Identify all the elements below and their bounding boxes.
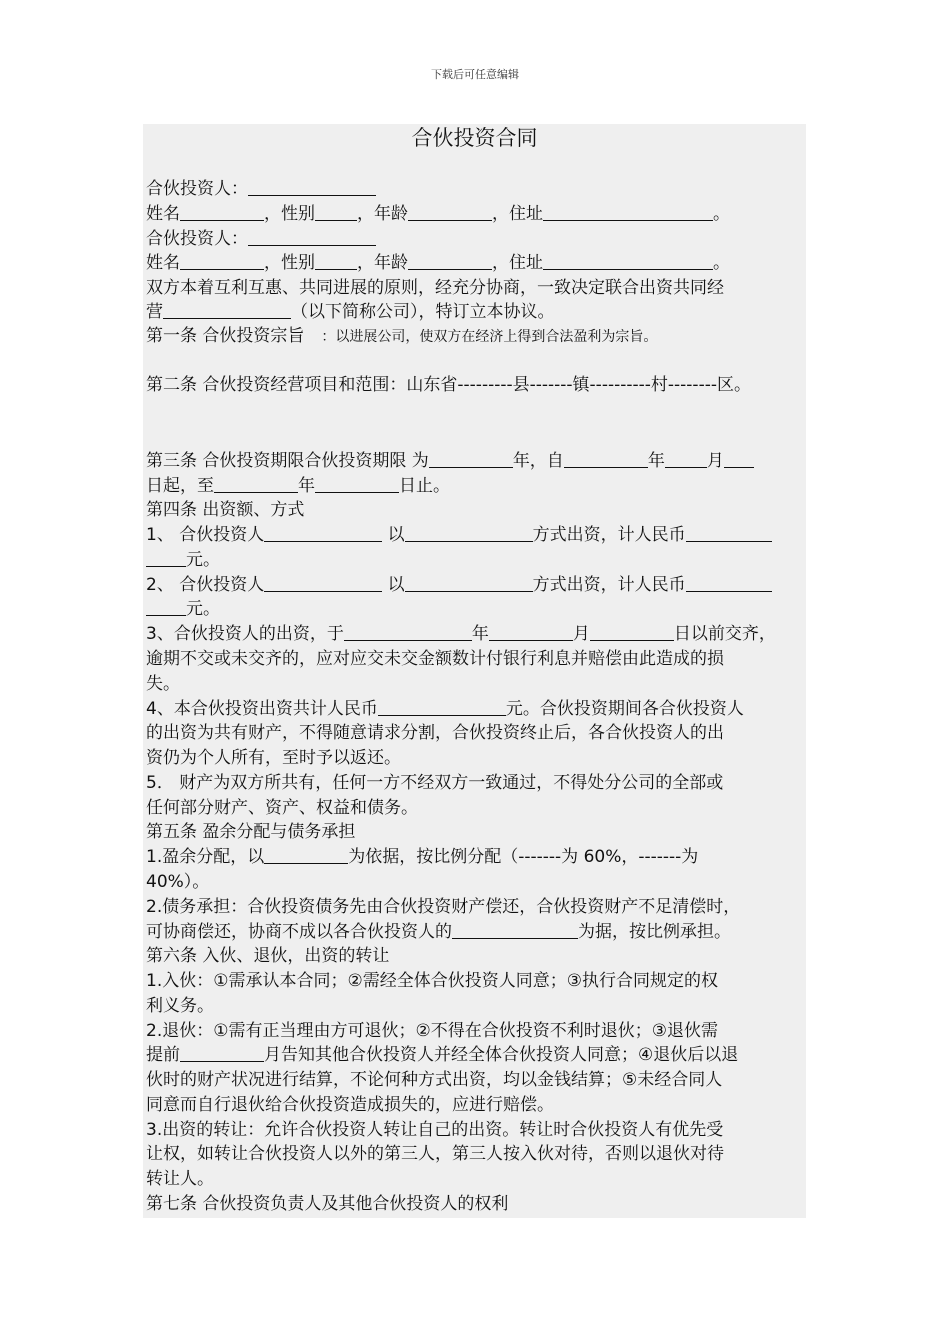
line-text: 年 bbox=[471, 624, 489, 644]
contract-line bbox=[146, 597, 806, 621]
contract-line bbox=[146, 177, 806, 201]
blank-underline bbox=[665, 449, 707, 468]
line-text: 第二条 合伙投资经营项目和范围：山东省---------县-------镇----------村--------区。 bbox=[146, 375, 751, 395]
line-text: 3.出资的转让：允许合伙投资人转让自己的出资。转让时合伙投资人有优先受 bbox=[146, 1120, 724, 1140]
blank-underline bbox=[264, 573, 382, 592]
line-text: 第六条 入伙、退伙，出资的转让 bbox=[146, 946, 390, 966]
contract-line bbox=[146, 202, 806, 226]
line-text: 1、 合伙投资人 bbox=[146, 525, 265, 545]
line-text: 月 bbox=[706, 451, 724, 471]
blank-underline bbox=[429, 449, 513, 468]
line-text: 元。 bbox=[186, 599, 220, 619]
blank-underline bbox=[686, 573, 772, 592]
line-text: 1.盈余分配，以 bbox=[146, 847, 265, 867]
contract-line bbox=[146, 251, 806, 275]
blank-underline bbox=[489, 622, 573, 641]
contract-line bbox=[146, 944, 806, 968]
line-text: 年，自 bbox=[512, 451, 564, 471]
contract-line bbox=[146, 622, 806, 646]
blank-underline bbox=[163, 300, 291, 319]
contract-line bbox=[146, 548, 806, 572]
line-text: 为依据，按比例分配（-------为 60%，-------为 bbox=[348, 847, 699, 867]
line-text: 方式出资，计人民币 bbox=[532, 575, 686, 595]
line-text: 合伙投资人： bbox=[146, 229, 248, 249]
contract-line bbox=[146, 721, 806, 745]
contract-line bbox=[146, 771, 806, 795]
line-text: 2、 合伙投资人 bbox=[146, 575, 265, 595]
line-text: 5． 财产为双方所共有，任何一方不经双方一致通过，不得处分公司的全部或 bbox=[146, 773, 724, 793]
blank-underline bbox=[315, 474, 399, 493]
line-text: ，住址 bbox=[492, 253, 543, 273]
contract-line bbox=[146, 647, 806, 671]
contract-line bbox=[146, 276, 806, 300]
blank-underline bbox=[686, 523, 772, 542]
line-text: 转让人。 bbox=[146, 1169, 214, 1189]
line-text: 第七条 合伙投资负责人及其他合伙投资人的权利 bbox=[146, 1194, 509, 1214]
line-text: 第一条 合伙投资宗旨 bbox=[146, 326, 322, 346]
contract-line bbox=[146, 820, 806, 844]
line-text: 合伙投资人： bbox=[146, 179, 248, 199]
line-text: 日止。 bbox=[399, 476, 450, 496]
line-text: 方式出资，计人民币 bbox=[532, 525, 686, 545]
blank-underline bbox=[405, 573, 533, 592]
line-text: 双方本着互利互惠、共同进展的原则，经充分协商，一致决定联合出资共同经 bbox=[146, 278, 724, 298]
line-text: 元。合伙投资期间各合伙投资人 bbox=[505, 699, 744, 719]
blank-underline bbox=[315, 202, 357, 221]
blank-underline bbox=[344, 622, 472, 641]
blank-underline bbox=[248, 227, 376, 246]
contract-line bbox=[146, 1118, 806, 1142]
blank-underline bbox=[146, 548, 186, 567]
line-text: 资仍为个人所有，至时予以返还。 bbox=[146, 748, 401, 768]
blank-underline bbox=[405, 523, 533, 542]
line-text: 2.债务承担：合伙投资债务先由合伙投资财产偿还，合伙投资财产不足清偿时， bbox=[146, 897, 741, 917]
line-text: 年 bbox=[647, 451, 665, 471]
line-text: 第四条 出资额、方式 bbox=[146, 500, 305, 520]
line-text: 日起，至 bbox=[146, 476, 214, 496]
line-text: 逾期不交或未交齐的，应对应交未交金额数计付银行利息并赔偿由此造成的损 bbox=[146, 649, 724, 669]
blank-underline bbox=[248, 177, 376, 196]
line-text: 。 bbox=[713, 204, 730, 224]
line-text: 。 bbox=[713, 253, 730, 273]
line-text: 失。 bbox=[146, 674, 180, 694]
line-text: 利义务。 bbox=[146, 996, 214, 1016]
blank-underline bbox=[146, 597, 186, 616]
line-text: 1.入伙：①需承认本合同；②需经全体合伙投资人同意；③执行合同规定的权 bbox=[146, 971, 718, 991]
contract-line bbox=[146, 523, 806, 547]
contract-line bbox=[146, 1142, 806, 1166]
line-text: 日以前交齐， bbox=[673, 624, 776, 644]
contract-line bbox=[146, 373, 806, 397]
line-text: 同意而自行退伙给合伙投资造成损失的，应进行赔偿。 bbox=[146, 1095, 554, 1115]
contract-line bbox=[146, 697, 806, 721]
blank-underline bbox=[264, 845, 348, 864]
line-text: 让权，如转让合伙投资人以外的第三人，第三人按入伙对待，否则以退伙对待 bbox=[146, 1144, 724, 1164]
contract-line bbox=[146, 1093, 806, 1117]
line-text: 月告知其他合伙投资人并经全体合伙投资人同意；④退伙后以退 bbox=[264, 1045, 739, 1065]
contract-line bbox=[146, 1192, 806, 1216]
contract-line bbox=[146, 324, 806, 348]
contract-line bbox=[146, 1068, 806, 1092]
line-text: 营 bbox=[146, 302, 163, 322]
blank-underline bbox=[315, 251, 357, 270]
line-text: 提前 bbox=[146, 1045, 180, 1065]
blank-underline bbox=[452, 920, 578, 939]
blank-underline bbox=[408, 202, 492, 221]
blank-underline bbox=[180, 1043, 264, 1062]
line-text: 第五条 盈余分配与债务承担 bbox=[146, 822, 356, 842]
line-text: （以下简称公司），特订立本协议。 bbox=[291, 302, 555, 322]
line-text: 姓名 bbox=[146, 204, 180, 224]
line-text: 的出资为共有财产，不得随意请求分割，合伙投资终止后，各合伙投资人的出 bbox=[146, 723, 724, 743]
blank-underline bbox=[180, 251, 264, 270]
blank-underline bbox=[590, 622, 674, 641]
document-title: 合伙投资合同 bbox=[411, 126, 538, 150]
contract-line bbox=[146, 474, 806, 498]
contract-line bbox=[146, 845, 806, 869]
line-text: 任何部分财产、资产、权益和债务。 bbox=[146, 798, 418, 818]
line-text: ，性别 bbox=[264, 204, 315, 224]
blank-underline bbox=[180, 202, 264, 221]
line-text: ，住址 bbox=[492, 204, 543, 224]
contract-line bbox=[146, 672, 806, 696]
line-text: ，年龄 bbox=[357, 253, 408, 273]
line-text: 年 bbox=[298, 476, 315, 496]
blank-underline bbox=[564, 449, 648, 468]
line-text: 40%）。 bbox=[146, 872, 210, 892]
contract-document bbox=[143, 124, 806, 1218]
line-text: ，年龄 bbox=[357, 204, 408, 224]
line-text: 月 bbox=[572, 624, 590, 644]
line-text: 4、本合伙投资出资共计人民币 bbox=[146, 699, 378, 719]
line-text: 以 bbox=[382, 525, 405, 545]
blank-underline bbox=[264, 523, 382, 542]
line-text: 为据，按比例承担。 bbox=[578, 922, 731, 942]
blank-underline bbox=[724, 449, 754, 468]
contract-line bbox=[146, 895, 806, 919]
blank-underline bbox=[378, 697, 506, 716]
line-text: 元。 bbox=[186, 550, 220, 570]
line-text: 以 bbox=[382, 575, 405, 595]
line-text: 2.退伙：①需有正当理由方可退伙；②不得在合伙投资不利时退伙；③退伙需 bbox=[146, 1021, 718, 1041]
contract-line bbox=[146, 969, 806, 993]
line-text: 第三条 合伙投资期限合伙投资期限 为 bbox=[146, 451, 429, 471]
contract-line bbox=[146, 920, 806, 944]
contract-line bbox=[146, 746, 806, 770]
contract-line bbox=[146, 796, 806, 820]
line-text: 伙时的财产状况进行结算，不论何种方式出资，均以金钱结算；⑤未经合同人 bbox=[146, 1070, 723, 1090]
line-text-small: ：以进展公司，使双方在经济上得到合法盈利为宗旨。 bbox=[321, 329, 658, 345]
contract-line bbox=[146, 449, 806, 473]
contract-line bbox=[146, 1043, 806, 1067]
line-text: ，性别 bbox=[264, 253, 315, 273]
blank-underline bbox=[543, 202, 713, 221]
contract-line bbox=[146, 870, 806, 894]
line-text: 姓名 bbox=[146, 253, 180, 273]
contract-line bbox=[146, 227, 806, 251]
contract-line bbox=[146, 498, 806, 522]
page-header-note: 下载后可任意编辑 bbox=[431, 68, 519, 81]
blank-underline bbox=[543, 251, 713, 270]
contract-line bbox=[146, 300, 806, 324]
contract-line bbox=[146, 994, 806, 1018]
contract-line bbox=[146, 1019, 806, 1043]
line-text: 可协商偿还，协商不成以各合伙投资人的 bbox=[146, 922, 452, 942]
blank-underline bbox=[408, 251, 492, 270]
blank-underline bbox=[214, 474, 298, 493]
contract-line bbox=[146, 573, 806, 597]
line-text: 3、合伙投资人的出资，于 bbox=[146, 624, 344, 644]
contract-line bbox=[146, 1167, 806, 1191]
